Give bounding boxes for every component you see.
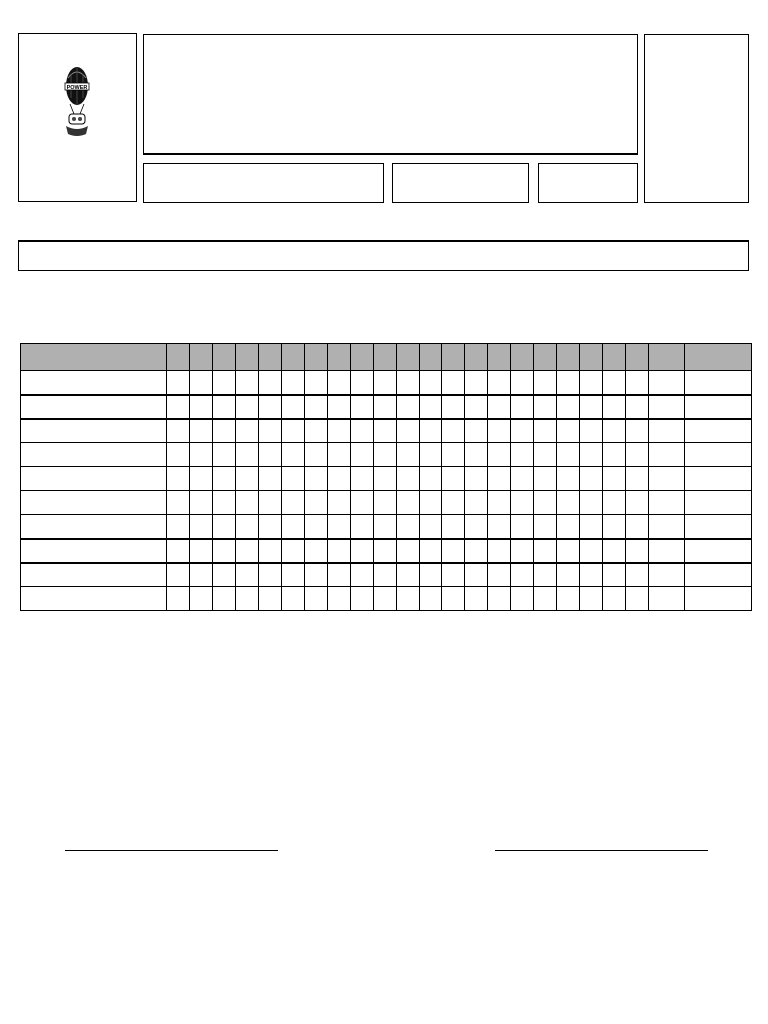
grid-cell[interactable] bbox=[235, 491, 258, 515]
table-row bbox=[21, 539, 752, 563]
grid-header-day bbox=[511, 344, 534, 371]
grid-cell[interactable] bbox=[350, 371, 373, 395]
grid-cell[interactable] bbox=[419, 563, 442, 587]
grid-cell[interactable] bbox=[350, 563, 373, 587]
grid-cell[interactable] bbox=[419, 467, 442, 491]
grid-cell[interactable] bbox=[235, 443, 258, 467]
grid-cell[interactable] bbox=[396, 395, 419, 419]
grid-cell[interactable] bbox=[235, 395, 258, 419]
grid-cell[interactable] bbox=[281, 587, 304, 611]
grid-cell[interactable] bbox=[685, 491, 752, 515]
grid-cell[interactable] bbox=[511, 443, 534, 467]
grid-cell[interactable] bbox=[603, 515, 626, 539]
grid-name-cell[interactable] bbox=[21, 395, 167, 419]
grid-header-day bbox=[281, 344, 304, 371]
signature-line-right bbox=[495, 850, 708, 851]
grid-cell[interactable] bbox=[649, 587, 685, 611]
grid-name-cell[interactable] bbox=[21, 587, 167, 611]
grid-cell[interactable] bbox=[580, 371, 603, 395]
grid-cell[interactable] bbox=[167, 539, 190, 563]
grid-header-day bbox=[396, 344, 419, 371]
grid-cell[interactable] bbox=[511, 419, 534, 443]
grid-header-day bbox=[212, 344, 235, 371]
grid-name-cell[interactable] bbox=[21, 419, 167, 443]
grid-cell[interactable] bbox=[304, 587, 327, 611]
grid-cell[interactable] bbox=[190, 419, 213, 443]
grid-cell[interactable] bbox=[580, 539, 603, 563]
grid-cell[interactable] bbox=[258, 467, 281, 491]
grid-cell[interactable] bbox=[626, 491, 649, 515]
grid-cell[interactable] bbox=[442, 563, 465, 587]
grid-cell[interactable] bbox=[603, 587, 626, 611]
grid-header-day bbox=[488, 344, 511, 371]
grid-cell[interactable] bbox=[396, 539, 419, 563]
table-row bbox=[21, 587, 752, 611]
table-row bbox=[21, 371, 752, 395]
grid-header-day bbox=[580, 344, 603, 371]
grid-cell[interactable] bbox=[442, 491, 465, 515]
grid-cell[interactable] bbox=[603, 563, 626, 587]
grid-cell[interactable] bbox=[190, 395, 213, 419]
grid-cell[interactable] bbox=[396, 587, 419, 611]
grid-cell[interactable] bbox=[373, 587, 396, 611]
grid-cell[interactable] bbox=[235, 515, 258, 539]
grid-header-day bbox=[603, 344, 626, 371]
grid-cell[interactable] bbox=[557, 371, 580, 395]
grid-cell[interactable] bbox=[465, 491, 488, 515]
grid-cell[interactable] bbox=[557, 467, 580, 491]
grid-name-cell[interactable] bbox=[21, 563, 167, 587]
grid-cell[interactable] bbox=[685, 419, 752, 443]
grid-cell[interactable] bbox=[442, 395, 465, 419]
grid-cell[interactable] bbox=[212, 467, 235, 491]
grid-cell[interactable] bbox=[281, 419, 304, 443]
grid-cell[interactable] bbox=[396, 419, 419, 443]
grid-cell[interactable] bbox=[626, 371, 649, 395]
grid-cell[interactable] bbox=[373, 395, 396, 419]
grid-cell[interactable] bbox=[350, 587, 373, 611]
grid-cell[interactable] bbox=[557, 395, 580, 419]
grid-cell[interactable] bbox=[557, 443, 580, 467]
grid-cell[interactable] bbox=[685, 395, 752, 419]
grid-cell[interactable] bbox=[281, 443, 304, 467]
grid-cell[interactable] bbox=[304, 419, 327, 443]
grid-cell[interactable] bbox=[212, 419, 235, 443]
grid-cell[interactable] bbox=[511, 587, 534, 611]
grid-cell[interactable] bbox=[488, 395, 511, 419]
grid-cell[interactable] bbox=[465, 515, 488, 539]
grid-cell[interactable] bbox=[167, 395, 190, 419]
grid-cell[interactable] bbox=[580, 395, 603, 419]
grid-name-cell[interactable] bbox=[21, 515, 167, 539]
grid-cell[interactable] bbox=[557, 563, 580, 587]
grid-cell[interactable] bbox=[442, 515, 465, 539]
grid-cell[interactable] bbox=[534, 443, 557, 467]
grid-cell[interactable] bbox=[442, 587, 465, 611]
grid-cell[interactable] bbox=[304, 515, 327, 539]
grid-cell[interactable] bbox=[190, 467, 213, 491]
table-row bbox=[21, 563, 752, 587]
grid-cell[interactable] bbox=[649, 371, 685, 395]
grid-cell[interactable] bbox=[212, 395, 235, 419]
grid-cell[interactable] bbox=[350, 467, 373, 491]
grid-cell[interactable] bbox=[281, 491, 304, 515]
grid-cell[interactable] bbox=[649, 395, 685, 419]
grid-cell[interactable] bbox=[557, 419, 580, 443]
grid-cell[interactable] bbox=[327, 467, 350, 491]
grid-cell[interactable] bbox=[511, 371, 534, 395]
grid-cell[interactable] bbox=[419, 419, 442, 443]
grid-cell[interactable] bbox=[488, 515, 511, 539]
grid-cell[interactable] bbox=[580, 443, 603, 467]
grid-cell[interactable] bbox=[327, 539, 350, 563]
grid-cell[interactable] bbox=[685, 515, 752, 539]
grid-header-day bbox=[190, 344, 213, 371]
grid-cell[interactable] bbox=[419, 395, 442, 419]
grid-cell[interactable] bbox=[685, 539, 752, 563]
grid-cell[interactable] bbox=[327, 491, 350, 515]
grid-cell[interactable] bbox=[626, 467, 649, 491]
grid-cell[interactable] bbox=[327, 371, 350, 395]
grid-cell[interactable] bbox=[419, 443, 442, 467]
grid-cell[interactable] bbox=[350, 515, 373, 539]
grid-cell[interactable] bbox=[396, 443, 419, 467]
grid-cell[interactable] bbox=[281, 395, 304, 419]
grid-cell[interactable] bbox=[304, 371, 327, 395]
grid-cell[interactable] bbox=[373, 491, 396, 515]
grid-cell[interactable] bbox=[373, 539, 396, 563]
grid-cell[interactable] bbox=[534, 491, 557, 515]
grid-header-day bbox=[465, 344, 488, 371]
grid-cell[interactable] bbox=[685, 563, 752, 587]
grid-cell[interactable] bbox=[603, 491, 626, 515]
grid-cell[interactable] bbox=[350, 491, 373, 515]
grid-cell[interactable] bbox=[511, 467, 534, 491]
grid-cell[interactable] bbox=[442, 443, 465, 467]
grid-cell[interactable] bbox=[190, 443, 213, 467]
grid-cell[interactable] bbox=[190, 587, 213, 611]
grid-cell[interactable] bbox=[373, 443, 396, 467]
grid-header-day bbox=[235, 344, 258, 371]
grid-cell[interactable] bbox=[258, 491, 281, 515]
grid-cell[interactable] bbox=[511, 491, 534, 515]
grid-cell[interactable] bbox=[580, 467, 603, 491]
grid-cell[interactable] bbox=[488, 419, 511, 443]
grid-cell[interactable] bbox=[534, 395, 557, 419]
grid-cell[interactable] bbox=[603, 467, 626, 491]
grid-cell[interactable] bbox=[258, 539, 281, 563]
grid-cell[interactable] bbox=[212, 587, 235, 611]
grid-header-extra bbox=[685, 344, 752, 371]
grid-cell[interactable] bbox=[167, 467, 190, 491]
grid-cell[interactable] bbox=[258, 515, 281, 539]
grid-cell[interactable] bbox=[685, 443, 752, 467]
grid-cell[interactable] bbox=[649, 443, 685, 467]
balloon-logo-icon bbox=[62, 66, 92, 142]
grid-cell[interactable] bbox=[327, 563, 350, 587]
grid-cell[interactable] bbox=[488, 371, 511, 395]
grid-cell[interactable] bbox=[465, 467, 488, 491]
grid-cell[interactable] bbox=[603, 419, 626, 443]
grid-cell[interactable] bbox=[488, 563, 511, 587]
grid-cell[interactable] bbox=[373, 467, 396, 491]
grid-cell[interactable] bbox=[396, 515, 419, 539]
grid-name-cell[interactable] bbox=[21, 491, 167, 515]
grid-cell[interactable] bbox=[442, 419, 465, 443]
grid-cell[interactable] bbox=[235, 539, 258, 563]
grid-cell[interactable] bbox=[350, 395, 373, 419]
grid-cell[interactable] bbox=[626, 515, 649, 539]
table-row bbox=[21, 491, 752, 515]
grid-cell[interactable] bbox=[580, 515, 603, 539]
table-row bbox=[21, 419, 752, 443]
grid-cell[interactable] bbox=[649, 515, 685, 539]
grid-cell[interactable] bbox=[534, 515, 557, 539]
section-banner bbox=[18, 240, 749, 271]
grid-header-row bbox=[21, 344, 752, 371]
grid-cell[interactable] bbox=[373, 515, 396, 539]
grid-cell[interactable] bbox=[534, 371, 557, 395]
grid-cell[interactable] bbox=[649, 491, 685, 515]
grid-cell[interactable] bbox=[327, 587, 350, 611]
logo-text: POWER bbox=[66, 85, 88, 91]
grid-cell[interactable] bbox=[419, 515, 442, 539]
grid-cell[interactable] bbox=[258, 563, 281, 587]
grid-cell[interactable] bbox=[190, 563, 213, 587]
grid-cell[interactable] bbox=[304, 467, 327, 491]
grid-cell[interactable] bbox=[465, 587, 488, 611]
grid-header-day bbox=[557, 344, 580, 371]
grid-cell[interactable] bbox=[212, 539, 235, 563]
grid-header-day bbox=[327, 344, 350, 371]
grid-cell[interactable] bbox=[557, 539, 580, 563]
grid-cell[interactable] bbox=[304, 395, 327, 419]
grid-cell[interactable] bbox=[304, 563, 327, 587]
grid-cell[interactable] bbox=[488, 491, 511, 515]
grid-cell[interactable] bbox=[327, 443, 350, 467]
grid-header-day bbox=[258, 344, 281, 371]
grid-name-cell[interactable] bbox=[21, 539, 167, 563]
info-field-c bbox=[538, 163, 638, 203]
grid-cell[interactable] bbox=[626, 539, 649, 563]
grid-cell[interactable] bbox=[557, 515, 580, 539]
grid-cell[interactable] bbox=[534, 587, 557, 611]
table-row bbox=[21, 395, 752, 419]
logo-panel bbox=[18, 33, 137, 202]
info-field-a bbox=[143, 163, 384, 203]
grid-header-day bbox=[373, 344, 396, 371]
grid-cell[interactable] bbox=[442, 467, 465, 491]
grid-name-cell[interactable] bbox=[21, 467, 167, 491]
grid-cell[interactable] bbox=[350, 419, 373, 443]
grid-cell[interactable] bbox=[419, 371, 442, 395]
grid-cell[interactable] bbox=[190, 371, 213, 395]
title-field bbox=[143, 34, 638, 155]
grid-header-name bbox=[21, 344, 167, 371]
grid-cell[interactable] bbox=[649, 539, 685, 563]
grid-cell[interactable] bbox=[373, 563, 396, 587]
grid-name-cell[interactable] bbox=[21, 443, 167, 467]
grid-cell[interactable] bbox=[419, 539, 442, 563]
grid-cell[interactable] bbox=[511, 539, 534, 563]
grid-cell[interactable] bbox=[167, 419, 190, 443]
grid-cell[interactable] bbox=[626, 563, 649, 587]
grid-cell[interactable] bbox=[685, 467, 752, 491]
grid-name-cell[interactable] bbox=[21, 371, 167, 395]
grid-cell[interactable] bbox=[258, 371, 281, 395]
grid-cell[interactable] bbox=[649, 563, 685, 587]
grid-cell[interactable] bbox=[626, 443, 649, 467]
grid-header-day bbox=[534, 344, 557, 371]
grid-cell[interactable] bbox=[258, 395, 281, 419]
grid-header-day bbox=[626, 344, 649, 371]
grid-cell[interactable] bbox=[419, 491, 442, 515]
grid-cell[interactable] bbox=[235, 419, 258, 443]
grid-cell[interactable] bbox=[419, 587, 442, 611]
grid-cell[interactable] bbox=[235, 467, 258, 491]
grid-cell[interactable] bbox=[167, 587, 190, 611]
grid-cell[interactable] bbox=[373, 419, 396, 443]
grid-cell[interactable] bbox=[281, 563, 304, 587]
grid-cell[interactable] bbox=[603, 395, 626, 419]
table-row bbox=[21, 443, 752, 467]
grid-cell[interactable] bbox=[281, 467, 304, 491]
grid-cell[interactable] bbox=[304, 491, 327, 515]
grid-cell[interactable] bbox=[511, 563, 534, 587]
grid-cell[interactable] bbox=[190, 491, 213, 515]
grid-cell[interactable] bbox=[685, 587, 752, 611]
grid-cell[interactable] bbox=[626, 587, 649, 611]
grid-cell[interactable] bbox=[212, 563, 235, 587]
grid-cell[interactable] bbox=[212, 443, 235, 467]
grid-cell[interactable] bbox=[465, 371, 488, 395]
grid-cell[interactable] bbox=[396, 491, 419, 515]
grid-cell[interactable] bbox=[534, 563, 557, 587]
grid-cell[interactable] bbox=[534, 467, 557, 491]
grid-cell[interactable] bbox=[167, 491, 190, 515]
grid-cell[interactable] bbox=[373, 371, 396, 395]
signature-line-left bbox=[65, 850, 278, 851]
grid-cell[interactable] bbox=[350, 539, 373, 563]
grid-cell[interactable] bbox=[212, 371, 235, 395]
grid-cell[interactable] bbox=[465, 563, 488, 587]
grid-cell[interactable] bbox=[396, 467, 419, 491]
grid-cell[interactable] bbox=[488, 587, 511, 611]
grid-cell[interactable] bbox=[580, 419, 603, 443]
grid-cell[interactable] bbox=[603, 443, 626, 467]
grid-header-extra bbox=[649, 344, 685, 371]
grid-header-day bbox=[419, 344, 442, 371]
attendance-grid bbox=[20, 343, 752, 611]
grid-header-day bbox=[442, 344, 465, 371]
grid-cell[interactable] bbox=[534, 539, 557, 563]
grid-cell[interactable] bbox=[258, 587, 281, 611]
grid-cell[interactable] bbox=[580, 587, 603, 611]
grid-cell[interactable] bbox=[488, 467, 511, 491]
grid-cell[interactable] bbox=[580, 563, 603, 587]
grid-cell[interactable] bbox=[350, 443, 373, 467]
grid-cell[interactable] bbox=[488, 443, 511, 467]
grid-cell[interactable] bbox=[557, 491, 580, 515]
grid-cell[interactable] bbox=[511, 515, 534, 539]
grid-cell[interactable] bbox=[235, 563, 258, 587]
grid-cell[interactable] bbox=[396, 371, 419, 395]
grid-cell[interactable] bbox=[534, 419, 557, 443]
grid-cell[interactable] bbox=[488, 539, 511, 563]
grid-cell[interactable] bbox=[580, 491, 603, 515]
grid-cell[interactable] bbox=[649, 467, 685, 491]
grid-cell[interactable] bbox=[235, 587, 258, 611]
grid-cell[interactable] bbox=[304, 539, 327, 563]
grid-cell[interactable] bbox=[626, 395, 649, 419]
grid-cell[interactable] bbox=[603, 371, 626, 395]
grid-cell[interactable] bbox=[281, 371, 304, 395]
grid-cell[interactable] bbox=[626, 419, 649, 443]
grid-cell[interactable] bbox=[212, 491, 235, 515]
grid-cell[interactable] bbox=[465, 443, 488, 467]
grid-cell[interactable] bbox=[685, 371, 752, 395]
grid-cell[interactable] bbox=[281, 515, 304, 539]
grid-cell[interactable] bbox=[258, 419, 281, 443]
grid-cell[interactable] bbox=[258, 443, 281, 467]
grid-cell[interactable] bbox=[327, 419, 350, 443]
grid-cell[interactable] bbox=[167, 515, 190, 539]
grid-cell[interactable] bbox=[235, 371, 258, 395]
grid-cell[interactable] bbox=[465, 539, 488, 563]
grid-cell[interactable] bbox=[167, 443, 190, 467]
grid-cell[interactable] bbox=[190, 539, 213, 563]
grid-cell[interactable] bbox=[190, 515, 213, 539]
grid-cell[interactable] bbox=[465, 419, 488, 443]
grid-cell[interactable] bbox=[442, 539, 465, 563]
grid-cell[interactable] bbox=[603, 539, 626, 563]
grid-cell[interactable] bbox=[649, 419, 685, 443]
grid-cell[interactable] bbox=[557, 587, 580, 611]
grid-cell[interactable] bbox=[304, 443, 327, 467]
grid-cell[interactable] bbox=[281, 539, 304, 563]
grid-cell[interactable] bbox=[167, 563, 190, 587]
grid-cell[interactable] bbox=[442, 371, 465, 395]
table-row bbox=[21, 515, 752, 539]
grid-cell[interactable] bbox=[327, 395, 350, 419]
info-field-b bbox=[392, 163, 529, 203]
table-row bbox=[21, 467, 752, 491]
grid-header-day bbox=[350, 344, 373, 371]
grid-cell[interactable] bbox=[167, 371, 190, 395]
side-panel bbox=[644, 34, 749, 203]
grid-header-day bbox=[304, 344, 327, 371]
grid-cell[interactable] bbox=[327, 515, 350, 539]
grid-cell[interactable] bbox=[212, 515, 235, 539]
grid-cell[interactable] bbox=[396, 563, 419, 587]
grid-cell[interactable] bbox=[465, 395, 488, 419]
grid-header-day bbox=[167, 344, 190, 371]
grid-cell[interactable] bbox=[511, 395, 534, 419]
